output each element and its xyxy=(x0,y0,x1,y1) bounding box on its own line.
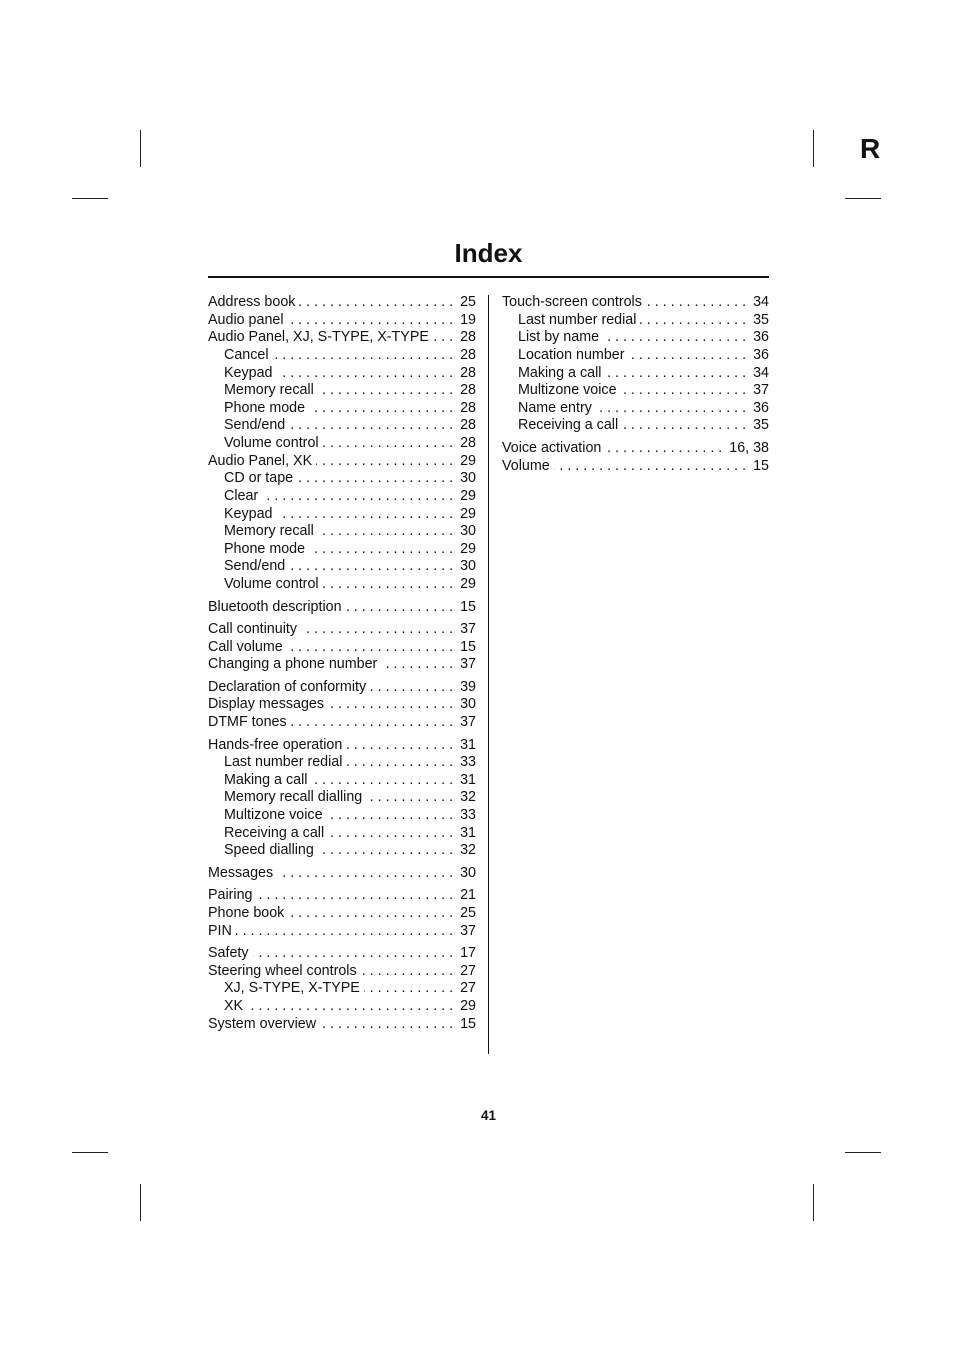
entry-page-number: 31 xyxy=(460,771,476,788)
entry-label: Bluetooth description xyxy=(208,598,342,615)
dot-leader xyxy=(316,453,453,471)
entry-label: Keypad xyxy=(224,505,273,522)
entry-page-number: 30 xyxy=(460,470,476,487)
entry-label: Phone book xyxy=(208,904,285,921)
entry-page-number: 29 xyxy=(460,487,476,504)
entry-label: Last number redial xyxy=(518,311,637,328)
entry-page-number: 25 xyxy=(460,294,476,310)
index-subentry xyxy=(208,506,476,524)
entry-page-number: 15 xyxy=(460,638,476,655)
crop-mark xyxy=(813,1184,814,1221)
entry-page-number: 28 xyxy=(460,435,476,451)
column-divider xyxy=(488,295,489,1054)
entry-page-number: 36 xyxy=(753,346,769,363)
entry-page-number: 28 xyxy=(460,399,476,416)
index-entry xyxy=(208,737,476,755)
entry-page-number: 25 xyxy=(460,904,476,921)
entry-page-number: 15 xyxy=(753,457,769,474)
dot-leader xyxy=(277,365,454,383)
index-entry xyxy=(208,963,476,981)
index-subentry xyxy=(502,329,769,347)
entry-label: Steering wheel controls xyxy=(208,962,357,979)
entry-label: DTMF tones xyxy=(208,714,287,731)
dot-leader xyxy=(554,458,746,476)
index-subentry xyxy=(208,347,476,365)
entry-label: List by name xyxy=(518,329,600,346)
index-entry xyxy=(208,1016,476,1034)
entry-label: Multizone voice xyxy=(518,382,617,399)
dot-leader xyxy=(288,905,453,923)
dot-leader xyxy=(320,1016,453,1034)
entry-label: Display messages xyxy=(208,696,325,713)
entry-page-number: 34 xyxy=(753,294,769,310)
index-entry xyxy=(208,923,476,941)
entry-label: XK xyxy=(224,997,244,1014)
dot-leader xyxy=(318,382,453,400)
index-subentry xyxy=(208,807,476,825)
dot-leader xyxy=(381,656,453,674)
entry-label: Making a call xyxy=(224,771,308,788)
entry-label: Cancel xyxy=(224,346,269,363)
entry-page-number: 32 xyxy=(460,842,476,859)
entry-page-number: 29 xyxy=(460,505,476,522)
entry-page-number: 29 xyxy=(460,452,476,469)
dot-leader xyxy=(646,294,746,312)
entry-page-number: 37 xyxy=(753,382,769,399)
dot-leader xyxy=(346,754,453,772)
entry-label: Volume control xyxy=(224,576,319,592)
entry-label: Multizone voice xyxy=(224,807,323,824)
entry-label: System overview xyxy=(208,1015,317,1032)
entry-page-number: 33 xyxy=(460,754,476,771)
dot-leader xyxy=(366,789,453,807)
dot-leader xyxy=(323,435,454,453)
entry-page-number: 31 xyxy=(460,736,476,753)
index-subentry xyxy=(208,400,476,418)
index-subentry xyxy=(208,365,476,383)
entry-page-number: 36 xyxy=(753,329,769,346)
entry-label: Call continuity xyxy=(208,621,297,638)
section-tab-letter: R xyxy=(860,133,881,164)
index-subentry xyxy=(208,470,476,488)
dot-leader xyxy=(309,541,453,559)
entry-label: Volume xyxy=(502,457,550,474)
entry-label: Clear xyxy=(224,487,259,504)
index-subentry xyxy=(208,998,476,1016)
dot-leader xyxy=(289,558,453,576)
entry-page-number: 15 xyxy=(460,1015,476,1032)
dot-leader xyxy=(327,807,454,825)
dot-leader xyxy=(433,329,453,347)
entry-label: XJ, S-TYPE, X-TYPE xyxy=(224,980,360,997)
entry-page-number: 30 xyxy=(460,523,476,540)
entry-label: CD or tape xyxy=(224,470,294,487)
index-entry xyxy=(208,621,476,639)
dot-leader xyxy=(640,312,746,330)
entry-page-number: 35 xyxy=(753,311,769,328)
index-subentry xyxy=(502,400,769,418)
dot-leader xyxy=(273,347,454,365)
index-entry xyxy=(208,599,476,617)
entry-page-number: 27 xyxy=(460,980,476,997)
dot-leader xyxy=(257,887,454,905)
crop-mark xyxy=(140,1184,141,1221)
index-entry xyxy=(208,945,476,963)
crop-mark xyxy=(72,1152,108,1153)
dot-leader xyxy=(318,842,453,860)
index-subentry xyxy=(208,576,476,594)
index-subentry xyxy=(208,558,476,576)
dot-leader xyxy=(603,329,746,347)
entry-label: Volume control xyxy=(224,435,319,451)
entry-page-number: 37 xyxy=(460,922,476,939)
index-group xyxy=(208,737,476,860)
dot-leader xyxy=(364,980,453,998)
index-entry xyxy=(208,453,476,471)
entry-page-number: 32 xyxy=(460,789,476,806)
title-rule xyxy=(208,276,769,278)
entry-page-number: 16, 38 xyxy=(729,439,769,456)
entry-label: Send/end xyxy=(224,417,286,434)
index-column-right xyxy=(502,294,769,475)
entry-page-number: 29 xyxy=(460,576,476,592)
index-entry xyxy=(208,714,476,732)
entry-page-number: 39 xyxy=(460,678,476,695)
entry-label: Memory recall xyxy=(224,382,314,399)
entry-label: Declaration of conformity xyxy=(208,678,367,695)
dot-leader xyxy=(301,621,453,639)
dot-leader xyxy=(621,382,747,400)
index-subentry xyxy=(208,382,476,400)
entry-label: Audio panel xyxy=(208,311,284,328)
page-number: 41 xyxy=(480,1108,497,1123)
dot-leader xyxy=(328,825,453,843)
entry-page-number: 28 xyxy=(460,417,476,434)
index-entry xyxy=(208,329,476,347)
index-entry xyxy=(502,458,769,476)
entry-label: Hands-free operation xyxy=(208,736,343,753)
crop-mark xyxy=(845,198,881,199)
entry-page-number: 35 xyxy=(753,417,769,434)
index-subentry xyxy=(208,523,476,541)
index-group xyxy=(502,294,769,435)
entry-label: Send/end xyxy=(224,558,286,575)
dot-leader xyxy=(277,865,453,883)
index-subentry xyxy=(502,417,769,435)
entry-label: Name entry xyxy=(518,399,592,416)
entry-label: Phone mode xyxy=(224,399,306,416)
dot-leader xyxy=(605,440,722,458)
entry-page-number: 33 xyxy=(460,807,476,824)
entry-page-number: 28 xyxy=(460,382,476,399)
entry-page-number: 30 xyxy=(460,864,476,881)
entry-label: Changing a phone number xyxy=(208,656,378,673)
index-entry xyxy=(208,696,476,714)
dot-leader xyxy=(247,998,453,1016)
index-subentry xyxy=(208,825,476,843)
dot-leader xyxy=(287,639,453,657)
page-title: Index xyxy=(454,238,523,268)
dot-leader xyxy=(291,714,453,732)
crop-mark xyxy=(845,1152,881,1153)
entry-page-number: 28 xyxy=(460,364,476,381)
entry-page-number: 34 xyxy=(753,364,769,381)
entry-label: Address book xyxy=(208,294,296,310)
index-entry xyxy=(208,294,476,312)
entry-page-number: 30 xyxy=(460,558,476,575)
entry-page-number: 21 xyxy=(460,887,476,904)
entry-page-number: 37 xyxy=(460,714,476,731)
dot-leader xyxy=(370,679,453,697)
dot-leader xyxy=(346,737,453,755)
index-group xyxy=(208,865,476,883)
entry-label: Speed dialling xyxy=(224,842,314,859)
entry-label: Making a call xyxy=(518,364,602,381)
entry-label: Location number xyxy=(518,346,625,363)
index-group xyxy=(502,440,769,475)
index-subentry xyxy=(208,980,476,998)
entry-label: Safety xyxy=(208,945,249,962)
dot-leader xyxy=(323,576,454,594)
entry-page-number: 30 xyxy=(460,696,476,713)
index-group xyxy=(208,945,476,1033)
entry-page-number: 31 xyxy=(460,824,476,841)
crop-mark xyxy=(140,130,141,167)
index-subentry xyxy=(502,382,769,400)
entry-label: Memory recall dialling xyxy=(224,789,363,806)
index-entry xyxy=(208,865,476,883)
index-subentry xyxy=(208,417,476,435)
entry-page-number: 28 xyxy=(460,346,476,363)
dot-leader xyxy=(288,312,454,330)
dot-leader xyxy=(277,506,454,524)
index-column-left xyxy=(208,294,476,1033)
index-subentry xyxy=(208,772,476,790)
dot-leader xyxy=(289,417,453,435)
entry-label: PIN xyxy=(208,922,232,939)
entry-page-number: 27 xyxy=(460,962,476,979)
dot-leader xyxy=(253,945,454,963)
dot-leader xyxy=(346,599,454,617)
dot-leader xyxy=(311,772,453,790)
index-group xyxy=(208,887,476,940)
entry-label: Voice activation xyxy=(502,439,602,456)
entry-page-number: 37 xyxy=(460,656,476,673)
entry-label: Pairing xyxy=(208,887,253,904)
dot-leader xyxy=(318,523,453,541)
entry-page-number: 15 xyxy=(460,598,476,615)
entry-label: Call volume xyxy=(208,638,283,655)
crop-mark xyxy=(72,198,108,199)
dot-leader xyxy=(236,923,453,941)
index-group xyxy=(208,621,476,674)
entry-label: Memory recall xyxy=(224,523,314,540)
index-entry xyxy=(502,294,769,312)
entry-label: Receiving a call xyxy=(518,417,619,434)
crop-mark xyxy=(813,130,814,167)
dot-leader xyxy=(596,400,746,418)
entry-label: Receiving a call xyxy=(224,824,325,841)
dot-leader xyxy=(328,696,453,714)
dot-leader xyxy=(361,963,453,981)
entry-label: Touch-screen controls xyxy=(502,294,642,310)
index-entry xyxy=(208,679,476,697)
entry-page-number: 19 xyxy=(460,311,476,328)
index-subentry xyxy=(502,312,769,330)
index-subentry xyxy=(208,754,476,772)
entry-page-number: 29 xyxy=(460,540,476,557)
entry-label: Audio Panel, XJ, S-TYPE, X-TYPE xyxy=(208,329,429,346)
entry-label: Phone mode xyxy=(224,540,306,557)
index-group xyxy=(208,679,476,732)
dot-leader xyxy=(622,417,746,435)
entry-page-number: 36 xyxy=(753,399,769,416)
entry-label: Audio Panel, XK xyxy=(208,452,313,469)
index-subentry xyxy=(502,347,769,365)
index-entry xyxy=(208,905,476,923)
dot-leader xyxy=(605,365,746,383)
index-entry xyxy=(208,639,476,657)
dot-leader xyxy=(629,347,747,365)
index-entry xyxy=(502,440,769,458)
index-subentry xyxy=(208,789,476,807)
index-entry xyxy=(208,656,476,674)
index-subentry xyxy=(208,842,476,860)
entry-label: Messages xyxy=(208,864,274,881)
dot-leader xyxy=(297,470,453,488)
index-subentry xyxy=(208,541,476,559)
entry-page-number: 28 xyxy=(460,329,476,346)
index-subentry xyxy=(208,488,476,506)
index-subentry xyxy=(208,435,476,453)
index-group xyxy=(208,294,476,594)
index-entry xyxy=(208,312,476,330)
index-subentry xyxy=(502,365,769,383)
entry-page-number: 37 xyxy=(460,621,476,638)
entry-page-number: 29 xyxy=(460,997,476,1014)
entry-label: Last number redial xyxy=(224,754,343,771)
entry-label: Keypad xyxy=(224,364,273,381)
entry-page-number: 17 xyxy=(460,945,476,962)
dot-leader xyxy=(309,400,453,418)
index-entry xyxy=(208,887,476,905)
dot-leader xyxy=(299,294,453,312)
index-group xyxy=(208,599,476,617)
dot-leader xyxy=(262,488,453,506)
